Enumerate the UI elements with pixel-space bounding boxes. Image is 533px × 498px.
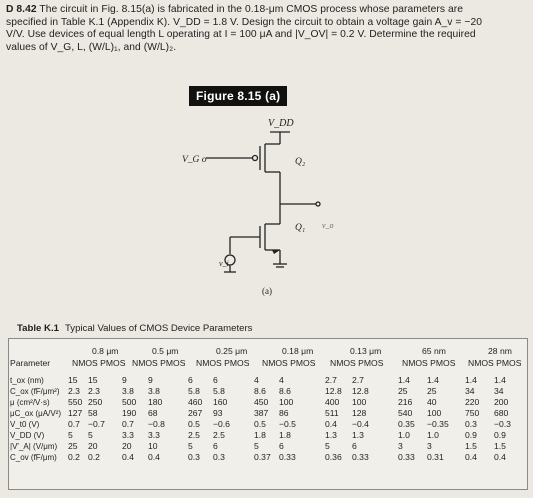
table-cell: 1.0 <box>427 430 439 440</box>
header-nmos-pmos: NMOS PMOS <box>262 358 316 368</box>
table-cell: 1.3 <box>352 430 364 440</box>
vo-label: v_o <box>322 221 334 230</box>
table-cell: 5 <box>325 441 330 451</box>
table-cell: −0.4 <box>352 419 369 429</box>
table-cell: 0.3 <box>188 452 200 462</box>
table-cell: 0.4 <box>465 452 477 462</box>
table-cell: 400 <box>325 397 340 407</box>
table-cell: 0.2 <box>68 452 80 462</box>
table-cell: 0.5 <box>188 419 200 429</box>
table-cell: 3 <box>398 441 403 451</box>
table-cell: 0.35 <box>398 419 415 429</box>
table-cell: 0.37 <box>254 452 271 462</box>
table-cell: 25 <box>68 441 78 451</box>
table-cell: 127 <box>68 408 83 418</box>
table-cell: 0.5 <box>254 419 266 429</box>
table-cell: 0.33 <box>398 452 415 462</box>
table-cell: 216 <box>398 397 413 407</box>
table-title <box>17 323 252 334</box>
technology-label: 0.13 μm <box>350 346 382 356</box>
table-cell: 540 <box>398 408 413 418</box>
table-cell: 500 <box>122 397 137 407</box>
table-cell: 6 <box>213 375 218 385</box>
table-cell: 1.0 <box>398 430 410 440</box>
table-cell: 220 <box>465 397 480 407</box>
parameter-name: C_ox (fF/μm²) <box>10 387 60 396</box>
table-cell: 0.9 <box>494 430 506 440</box>
technology-label: 28 nm <box>488 346 512 356</box>
table-number: Table K.1 <box>17 323 59 334</box>
table-cell: 0.3 <box>465 419 477 429</box>
technology-label: 0.18 μm <box>282 346 314 356</box>
table-cell: 8.6 <box>279 386 291 396</box>
table-cell: 10 <box>148 441 158 451</box>
table-cell: 250 <box>88 397 103 407</box>
table-cell: 5.8 <box>213 386 225 396</box>
table-cell: 100 <box>279 397 294 407</box>
table-caption: Typical Values of CMOS Device Parameters <box>64 323 253 334</box>
table-cell: 750 <box>465 408 480 418</box>
table-cell: −0.8 <box>148 419 165 429</box>
table-cell: 128 <box>352 408 367 418</box>
header-nmos-pmos: NMOS PMOS <box>330 358 384 368</box>
table-cell: 1.8 <box>279 430 291 440</box>
table-cell: 3.3 <box>148 430 160 440</box>
table-cell: 0.36 <box>325 452 342 462</box>
problem-line-3: V/V. Use devices of equal length L operating at I = 100 μA and |V_OV| = 0.2 V. Determine the required <box>6 29 476 41</box>
table-cell: −0.35 <box>427 419 449 429</box>
header-parameter: Parameter <box>10 358 51 368</box>
table-cell: 1.8 <box>254 430 266 440</box>
table-cell: 5 <box>88 430 93 440</box>
table-cell: 1.4 <box>494 375 506 385</box>
table-cell: 40 <box>427 397 437 407</box>
table-cell: 387 <box>254 408 269 418</box>
table-cell: 550 <box>68 397 83 407</box>
table-cell: 2.5 <box>188 430 200 440</box>
vg-label: V_G o <box>182 155 207 165</box>
technology-label: 65 nm <box>422 346 446 356</box>
table-cell: 1.5 <box>465 441 477 451</box>
header-nmos-pmos: NMOS PMOS <box>132 358 186 368</box>
table-cell: 4 <box>254 375 259 385</box>
table-cell: −0.3 <box>494 419 511 429</box>
table-cell: 0.4 <box>148 452 160 462</box>
table-cell: 1.4 <box>398 375 410 385</box>
table-cell: 1.3 <box>325 430 337 440</box>
table-cell: 93 <box>213 408 223 418</box>
q1-arrow <box>272 250 280 254</box>
table-cell: 20 <box>88 441 98 451</box>
table-cell: 0.2 <box>88 452 100 462</box>
table-cell: 6 <box>279 441 284 451</box>
technology-label: 0.25 μm <box>216 346 248 356</box>
table-cell: 0.3 <box>213 452 225 462</box>
q2-bubble <box>253 156 258 161</box>
table-cell: 86 <box>279 408 289 418</box>
problem-line-2: specified in Table K.1 (Appendix K). V_DD = 1.8 V. Design the circuit to obtain a voltage gain A_v = −20 <box>6 16 483 28</box>
header-nmos-pmos: NMOS PMOS <box>72 358 126 368</box>
table-cell: 0.7 <box>68 419 80 429</box>
table-cell: 5.8 <box>188 386 200 396</box>
table-cell: 2.5 <box>213 430 225 440</box>
problem-line-4: values of V_G, L, (W/L)₁, and (W/L)₂. <box>6 41 177 53</box>
table-cell: 3 <box>427 441 432 451</box>
output-terminal <box>316 202 320 206</box>
table-cell: 68 <box>148 408 158 418</box>
table-cell: 25 <box>398 386 408 396</box>
vdd-label: V_DD <box>268 118 294 129</box>
table-cell: 180 <box>148 397 163 407</box>
table-cell: 0.7 <box>122 419 134 429</box>
table-cell: 9 <box>122 375 127 385</box>
table-cell: 3.8 <box>122 386 134 396</box>
table-cell: 6 <box>188 375 193 385</box>
table-cell: 160 <box>213 397 228 407</box>
circuit-diagram <box>120 104 420 299</box>
table-cell: 267 <box>188 408 203 418</box>
table-cell: 25 <box>427 386 437 396</box>
table-cell: 3.8 <box>148 386 160 396</box>
table-cell: 100 <box>352 397 367 407</box>
header-nmos-pmos: NMOS PMOS <box>196 358 250 368</box>
table-cell: 190 <box>122 408 137 418</box>
parameter-name: μC_ox (μA/V²) <box>10 409 62 418</box>
table-cell: 5 <box>254 441 259 451</box>
table-cell: 0.9 <box>465 430 477 440</box>
table-cell: 2.3 <box>88 386 100 396</box>
figure-title: Figure 8.15 (a) <box>189 86 287 106</box>
table-cell: 511 <box>325 408 339 418</box>
table-cell: 1.4 <box>465 375 477 385</box>
problem-line-1: D 8.42 The circuit in Fig. 8.15(a) is fabricated in the 0.18-μm CMOS process whose parameters are <box>6 4 463 15</box>
table-cell: 2.7 <box>352 375 364 385</box>
header-nmos-pmos: NMOS PMOS <box>468 358 522 368</box>
table-cell: 0.33 <box>352 452 369 462</box>
table-cell: 1.4 <box>427 375 439 385</box>
q1-label: Q₁ <box>295 223 306 233</box>
parameter-name: μ (cm²/V·s) <box>10 398 50 407</box>
q2-label: Q₂ <box>295 157 306 167</box>
table-cell: 15 <box>68 375 78 385</box>
table-cell: 58 <box>88 408 98 418</box>
table-cell: 12.8 <box>325 386 342 396</box>
table-cell: 0.33 <box>279 452 296 462</box>
table-cell: 6 <box>213 441 218 451</box>
problem-statement <box>6 4 526 54</box>
table-cell: 0.4 <box>122 452 134 462</box>
figure-caption: (a) <box>262 286 272 296</box>
table-cell: 8.6 <box>254 386 266 396</box>
table-cell: 0.4 <box>325 419 337 429</box>
table-cell: 5 <box>188 441 193 451</box>
table-cell: 2.3 <box>68 386 80 396</box>
header-nmos-pmos: NMOS PMOS <box>402 358 456 368</box>
table-cell: 0.4 <box>494 452 506 462</box>
problem-number: D 8.42 <box>6 4 37 15</box>
technology-label: 0.5 μm <box>152 346 179 356</box>
vi-label: v_i <box>219 259 229 268</box>
parameter-name: C_ov (fF/μm) <box>10 453 57 462</box>
table-cell: −0.5 <box>279 419 296 429</box>
table-cell: 200 <box>494 397 509 407</box>
table-cell: 100 <box>427 408 442 418</box>
table-cell: 4 <box>279 375 284 385</box>
table-cell: −0.7 <box>88 419 105 429</box>
table-cell: 34 <box>465 386 475 396</box>
table-cell: 6 <box>352 441 357 451</box>
table-cell: 34 <box>494 386 504 396</box>
table-cell: 450 <box>254 397 269 407</box>
table-cell: 5 <box>68 430 73 440</box>
table-cell: 12.8 <box>352 386 369 396</box>
table-cell: 15 <box>88 375 98 385</box>
parameter-name: V_DD (V) <box>10 431 45 440</box>
table-cell: 20 <box>122 441 132 451</box>
table-cell: 3.3 <box>122 430 134 440</box>
table-cell: 1.5 <box>494 441 506 451</box>
table-cell: 0.31 <box>427 452 444 462</box>
parameter-name: t_ox (nm) <box>10 376 44 385</box>
circuit-figure <box>120 86 420 296</box>
parameter-name: V_t0 (V) <box>10 420 40 429</box>
table-cell: 680 <box>494 408 509 418</box>
table-cell: 2.7 <box>325 375 337 385</box>
parameter-name: |V'_A| (V/μm) <box>10 442 58 451</box>
table-cell: 460 <box>188 397 203 407</box>
technology-label: 0.8 μm <box>92 346 119 356</box>
table-cell: 9 <box>148 375 153 385</box>
table-cell: −0.6 <box>213 419 230 429</box>
